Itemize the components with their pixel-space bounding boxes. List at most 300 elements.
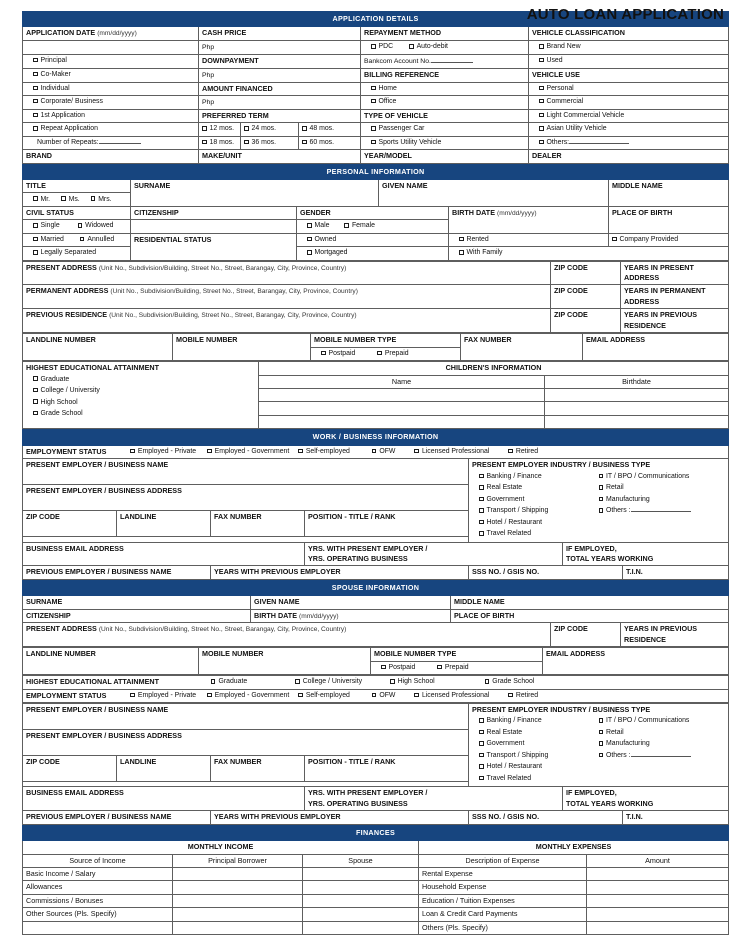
vehicle-type-suv[interactable]: Sports Utility Vehicle <box>361 136 529 149</box>
surname-cell[interactable] <box>131 179 379 206</box>
checkbox-icon[interactable] <box>130 693 135 698</box>
education-grade-school[interactable]: Grade School <box>26 409 255 419</box>
fax-number-cell[interactable] <box>461 334 583 361</box>
spouse-present-address-label: PRESENT ADDRESS <box>26 624 97 634</box>
checkbox-icon[interactable] <box>599 730 604 735</box>
spouse-mobile-type-postpaid[interactable]: Postpaid <box>374 663 415 673</box>
spouse-middle-name-cell[interactable] <box>451 596 729 609</box>
birth-date-label: BIRTH DATE <box>452 207 495 217</box>
industry-manufacturing[interactable]: Manufacturing <box>599 495 726 505</box>
citizenship-label: CITIZENSHIP <box>134 207 179 217</box>
spouse-years-previous-residence-cell[interactable] <box>621 623 729 647</box>
checkbox-icon[interactable] <box>33 72 38 77</box>
children-row-birthdate[interactable] <box>545 388 729 401</box>
checkbox-icon[interactable] <box>33 376 38 381</box>
industry-left-column <box>472 472 599 541</box>
billing-reference-office[interactable]: Office <box>361 95 529 109</box>
checkbox-icon[interactable] <box>539 86 544 91</box>
residential-status-mortgaged[interactable]: Mortgaged <box>297 247 449 260</box>
checkbox-icon[interactable] <box>371 86 376 91</box>
income-row-principal-value[interactable] <box>173 894 303 907</box>
application-date-input[interactable] <box>23 40 199 54</box>
checkbox-icon[interactable] <box>33 388 38 393</box>
checkbox-icon[interactable] <box>485 679 490 684</box>
checkbox-icon[interactable] <box>599 753 604 758</box>
years-present-address-cell[interactable] <box>621 261 729 285</box>
spouse-zip-code-cell[interactable] <box>551 623 621 647</box>
civil-status-annulled[interactable]: Annulled <box>66 235 114 245</box>
employment-employed-government[interactable]: Employed - Government <box>198 447 289 457</box>
term-36-mos[interactable]: 36 mos. <box>241 136 299 149</box>
spouse-mobile-number-cell[interactable] <box>199 648 371 675</box>
employment-retired[interactable]: Retired <box>491 447 538 457</box>
spouse-highest-educational-attainment-label: HIGHEST EDUCATIONAL ATTAINMENT <box>26 677 159 687</box>
spouse-work-zip-code-label: ZIP CODE <box>26 756 60 766</box>
checkbox-icon[interactable] <box>479 520 484 525</box>
vehicle-use-others-input[interactable] <box>569 138 629 144</box>
children-row-name[interactable] <box>259 388 545 401</box>
employment-licensed-professional[interactable]: Licensed Professional <box>397 447 489 457</box>
children-row-name[interactable] <box>259 415 545 428</box>
checkbox-icon[interactable] <box>459 237 464 242</box>
total-years-working-label: TOTAL YEARS WORKING <box>566 554 654 564</box>
checkbox-icon[interactable] <box>80 237 85 242</box>
applicant-type-corporate-business[interactable]: Corporate/ Business <box>23 95 199 109</box>
mobile-number-type-label: MOBILE NUMBER TYPE <box>314 335 397 345</box>
spouse-industry-transport-shipping[interactable]: Transport / Shipping <box>472 751 599 761</box>
mobile-number-cell[interactable] <box>173 334 311 361</box>
present-employer-address-cell[interactable] <box>23 485 469 511</box>
expense-row-amount-value[interactable] <box>587 908 729 921</box>
spouse-work-fax-number-cell[interactable] <box>211 755 305 781</box>
checkbox-icon[interactable] <box>244 140 249 145</box>
industry-hotel-restaurant[interactable]: Hotel / Restaurant <box>472 518 599 528</box>
spouse-education-high-school[interactable]: High School <box>364 677 435 687</box>
checkbox-icon[interactable] <box>414 693 419 698</box>
title-option-mr[interactable]: Mr. <box>26 195 50 205</box>
checkbox-icon[interactable] <box>479 753 484 758</box>
vehicle-type-passenger-car[interactable]: Passenger Car <box>361 123 529 136</box>
checkbox-icon[interactable] <box>599 508 604 513</box>
term-12-mos[interactable]: 12 mos. <box>199 123 241 136</box>
years-permanent-address-cell[interactable] <box>621 285 729 309</box>
checkbox-icon[interactable] <box>539 126 544 131</box>
spouse-information-table <box>22 580 729 647</box>
years-present-address-label: YEARS IN PRESENT ADDRESS <box>624 262 694 283</box>
checkbox-icon[interactable] <box>539 113 544 118</box>
checkbox-icon[interactable] <box>33 250 38 255</box>
years-previous-residence-cell[interactable] <box>621 309 729 333</box>
gender-male[interactable]: Male <box>300 221 329 231</box>
spouse-education-graduate[interactable]: Graduate <box>161 677 247 687</box>
checkbox-icon[interactable] <box>307 237 312 242</box>
checkbox-icon[interactable] <box>599 741 604 746</box>
checkbox-icon[interactable] <box>302 140 307 145</box>
present-address-cell[interactable] <box>23 261 551 285</box>
checkbox-icon[interactable] <box>244 126 249 131</box>
residential-status-label: RESIDENTIAL STATUS <box>134 234 212 244</box>
checkbox-icon[interactable] <box>479 474 484 479</box>
spouse-mobile-number-label: MOBILE NUMBER <box>202 649 264 659</box>
spouse-industry-others[interactable] <box>599 751 726 761</box>
checkbox-icon[interactable] <box>307 223 312 228</box>
spouse-email-address-label: EMAIL ADDRESS <box>546 649 606 659</box>
residential-status-company-provided[interactable]: Company Provided <box>609 233 729 246</box>
number-of-repeats-cell[interactable] <box>23 136 199 149</box>
education-graduate[interactable]: Graduate <box>26 375 255 385</box>
residential-status-with-family[interactable]: With Family <box>449 247 729 260</box>
place-of-birth-cell[interactable] <box>609 206 729 233</box>
spouse-landline-number-cell[interactable] <box>23 648 199 675</box>
spouse-yrs-with-present-employer-cell[interactable] <box>305 787 563 811</box>
spouse-employment-employed-private[interactable]: Employed - Private <box>108 691 196 701</box>
income-row-principal-value[interactable] <box>173 868 303 881</box>
years-permanent-address-label: YEARS IN PERMANENT ADDRESS <box>624 286 706 306</box>
downpayment-input[interactable] <box>199 68 361 82</box>
present-address-zip-cell[interactable] <box>551 261 621 285</box>
spouse-employment-employed-government[interactable]: Employed - Government <box>198 691 289 701</box>
checkbox-icon[interactable] <box>371 44 376 49</box>
industry-others[interactable] <box>599 506 726 516</box>
spouse-given-name-label: GIVEN NAME <box>254 597 300 607</box>
checkbox-icon[interactable] <box>479 497 484 502</box>
expense-row-amount-value[interactable] <box>587 881 729 894</box>
spouse-years-previous-employer-cell[interactable] <box>211 811 469 824</box>
spouse-years-previous-residence-label: YEARS IN PREVIOUS RESIDENCE <box>624 624 698 644</box>
checkbox-icon[interactable] <box>508 693 513 698</box>
civil-status-widowed[interactable]: Widowed <box>62 221 114 231</box>
applicant-type-repeat-application[interactable]: Repeat Application <box>23 123 199 136</box>
income-row-spouse-value[interactable] <box>303 894 419 907</box>
checkbox-icon[interactable] <box>479 531 484 536</box>
checkbox-icon[interactable] <box>33 126 38 131</box>
landline-number-cell[interactable] <box>23 334 173 361</box>
checkbox-icon[interactable] <box>599 485 604 490</box>
income-row-principal-value[interactable] <box>173 921 303 934</box>
business-email-address-cell[interactable] <box>23 542 305 566</box>
spouse-industry-it-bpo-communications[interactable]: IT / BPO / Communications <box>599 716 726 726</box>
place-of-birth-label: PLACE OF BIRTH <box>612 207 673 217</box>
previous-residence-cell[interactable] <box>23 309 551 333</box>
spouse-previous-employer-cell[interactable] <box>23 811 211 824</box>
spouse-industry-government[interactable]: Government <box>472 739 599 749</box>
year-model-cell[interactable] <box>361 150 529 163</box>
checkbox-icon[interactable] <box>33 411 38 416</box>
term-60-mos[interactable]: 60 mos. <box>299 136 361 149</box>
checkbox-icon[interactable] <box>78 223 83 228</box>
fax-number-label: FAX NUMBER <box>464 335 512 345</box>
make-unit-label: MAKE/UNIT <box>202 151 242 161</box>
employment-self-employed[interactable]: Self-employed <box>291 447 350 457</box>
yrs-with-present-employer-cell[interactable] <box>305 542 563 566</box>
gender-female[interactable]: Female <box>331 221 374 231</box>
spouse-industry-retail[interactable]: Retail <box>599 728 726 738</box>
income-row-spouse-value[interactable] <box>303 908 419 921</box>
years-previous-employer-cell[interactable] <box>211 566 469 579</box>
spouse-employment-licensed-professional[interactable]: Licensed Professional <box>397 691 489 701</box>
children-row-birthdate[interactable] <box>545 402 729 415</box>
spouse-industry-others-input[interactable] <box>631 751 691 757</box>
previous-residence-zip-cell[interactable] <box>551 309 621 333</box>
checkbox-icon[interactable] <box>307 250 312 255</box>
income-row-principal-value[interactable] <box>173 908 303 921</box>
cash-price-label: CASH PRICE <box>202 28 247 38</box>
permanent-address-zip-cell[interactable] <box>551 285 621 309</box>
industry-real-estate[interactable]: Real Estate <box>472 483 599 493</box>
civil-status-cell <box>23 206 131 219</box>
employment-ofw[interactable]: OFW <box>352 447 396 457</box>
residential-status-cell <box>131 233 297 260</box>
spouse-industry-real-estate[interactable]: Real Estate <box>472 728 599 738</box>
children-row-birthdate[interactable] <box>545 415 729 428</box>
civil-status-single[interactable]: Single <box>26 221 60 231</box>
spouse-employment-self-employed[interactable]: Self-employed <box>291 691 350 701</box>
spouse-work-landline-cell[interactable] <box>117 755 211 781</box>
checkbox-icon[interactable] <box>409 44 414 49</box>
checkbox-icon[interactable] <box>599 718 604 723</box>
industry-it-bpo-communications[interactable]: IT / BPO / Communications <box>599 472 726 482</box>
industry-banking-finance[interactable]: Banking / Finance <box>472 472 599 482</box>
title-label: TITLE <box>26 180 46 190</box>
checkbox-icon[interactable] <box>295 679 300 684</box>
checkbox-icon[interactable] <box>371 126 376 131</box>
checkbox-icon[interactable] <box>91 196 96 201</box>
checkbox-icon[interactable] <box>539 140 544 145</box>
amount-financed-input[interactable] <box>199 95 361 109</box>
children-row-name[interactable] <box>259 402 545 415</box>
spouse-citizenship-cell[interactable] <box>23 609 251 623</box>
employment-employed-private[interactable]: Employed - Private <box>108 447 196 457</box>
spouse-given-name-cell[interactable] <box>251 596 451 609</box>
checkbox-icon[interactable] <box>381 665 386 670</box>
checkbox-icon[interactable] <box>437 665 442 670</box>
vehicle-use-commercial[interactable]: Commercial <box>529 95 729 109</box>
checkbox-icon[interactable] <box>61 196 66 201</box>
spouse-birth-date-cell[interactable] <box>251 609 451 623</box>
vehicle-classification-brand-new[interactable] <box>529 40 729 54</box>
civil-status-married[interactable]: Married <box>26 235 64 245</box>
total-years-working-cell[interactable] <box>563 542 729 566</box>
spouse-place-of-birth-cell[interactable] <box>451 609 729 623</box>
spouse-industry-travel-related[interactable]: Travel Related <box>472 774 599 784</box>
spouse-industry-label: PRESENT EMPLOYER INDUSTRY / BUSINESS TYPE <box>472 704 651 714</box>
checkbox-icon[interactable] <box>33 86 38 91</box>
checkbox-icon[interactable] <box>479 741 484 746</box>
checkbox-icon[interactable] <box>33 58 38 63</box>
tin-cell[interactable] <box>623 566 729 579</box>
expense-row-label: Household Expense <box>419 881 587 894</box>
applicant-type-individual[interactable]: Individual <box>23 82 199 95</box>
work-zip-code-cell[interactable] <box>23 510 117 536</box>
residential-status-owned[interactable]: Owned <box>297 233 449 246</box>
spouse-total-years-working-cell[interactable] <box>563 787 729 811</box>
checkbox-icon[interactable] <box>479 776 484 781</box>
industry-retail[interactable]: Retail <box>599 483 726 493</box>
checkbox-icon[interactable] <box>372 693 377 698</box>
applicant-type-co-maker[interactable]: Co-Maker <box>23 68 199 82</box>
mobile-type-postpaid[interactable]: Postpaid <box>314 349 355 359</box>
industry-government[interactable]: Government <box>472 495 599 505</box>
spouse-education-grade-school[interactable]: Grade School <box>437 677 535 687</box>
checkbox-icon[interactable] <box>390 679 395 684</box>
spouse-present-address-cell[interactable] <box>23 623 551 647</box>
spouse-work-zip-code-cell[interactable] <box>23 755 117 781</box>
term-24-mos[interactable]: 24 mos. <box>241 123 299 136</box>
checkbox-icon[interactable] <box>508 449 513 454</box>
citizenship-input[interactable] <box>131 220 297 233</box>
checkbox-icon[interactable] <box>344 223 349 228</box>
permanent-address-cell[interactable] <box>23 285 551 309</box>
checkbox-icon[interactable] <box>539 58 544 63</box>
spouse-industry-banking-finance[interactable]: Banking / Finance <box>472 716 599 726</box>
vehicle-classification-used[interactable] <box>529 54 729 68</box>
education-high-school[interactable]: High School <box>26 398 255 408</box>
repayment-method-label: REPAYMENT METHOD <box>364 28 442 38</box>
checkbox-icon[interactable] <box>414 449 419 454</box>
expense-row-label: Rental Expense <box>419 868 587 881</box>
position-title-rank-cell[interactable] <box>305 510 469 536</box>
spouse-tin-cell[interactable] <box>623 811 729 824</box>
number-of-repeats-input[interactable] <box>99 138 141 144</box>
checkbox-icon[interactable] <box>33 223 38 228</box>
checkbox-icon[interactable] <box>479 508 484 513</box>
bankcom-account-input[interactable] <box>431 57 473 63</box>
citizenship-cell[interactable] <box>131 206 297 219</box>
work-fax-number-label: FAX NUMBER <box>214 511 262 521</box>
checkbox-icon[interactable] <box>371 140 376 145</box>
checkbox-icon[interactable] <box>33 99 38 104</box>
checkbox-icon[interactable] <box>479 485 484 490</box>
spouse-industry-hotel-restaurant[interactable]: Hotel / Restaurant <box>472 762 599 772</box>
spouse-surname-cell[interactable] <box>23 596 251 609</box>
checkbox-icon[interactable] <box>377 351 382 356</box>
permanent-address-label: PERMANENT ADDRESS <box>26 286 109 296</box>
checkbox-icon[interactable] <box>479 730 484 735</box>
checkbox-icon[interactable] <box>298 693 303 698</box>
industry-travel-related[interactable]: Travel Related <box>472 529 599 539</box>
vehicle-use-personal[interactable]: Personal <box>529 82 729 95</box>
mobile-type-prepaid[interactable]: Prepaid <box>357 349 408 359</box>
applicant-type-principal[interactable]: Principal <box>23 54 199 68</box>
work-fax-number-cell[interactable] <box>211 510 305 536</box>
work-landline-cell[interactable] <box>117 510 211 536</box>
term-18-mos[interactable]: 18 mos. <box>199 136 241 149</box>
checkbox-icon[interactable] <box>599 497 604 502</box>
vehicle-use-others[interactable] <box>529 136 729 149</box>
number-of-repeats-label: Number of Repeats: <box>37 138 99 146</box>
spouse-employment-retired[interactable]: Retired <box>491 691 538 701</box>
vehicle-use-asian-utility[interactable]: Asian Utility Vehicle <box>529 123 729 136</box>
spouse-industry-manufacturing[interactable]: Manufacturing <box>599 739 726 749</box>
checkbox-icon[interactable] <box>202 140 207 145</box>
checkbox-icon[interactable] <box>321 351 326 356</box>
income-column-spouse: Spouse <box>303 854 419 867</box>
make-unit-cell[interactable] <box>199 150 361 163</box>
dealer-cell[interactable] <box>529 150 729 163</box>
checkbox-icon[interactable] <box>211 679 216 684</box>
checkbox-icon[interactable] <box>207 449 212 454</box>
checkbox-icon[interactable] <box>33 113 38 118</box>
sss-gsis-cell[interactable] <box>469 566 623 579</box>
email-address-cell[interactable] <box>583 334 729 361</box>
spouse-sss-gsis-cell[interactable] <box>469 811 623 824</box>
checkbox-icon[interactable] <box>371 99 376 104</box>
income-row-principal-value[interactable] <box>173 881 303 894</box>
spouse-present-employer-name-cell[interactable] <box>23 703 469 729</box>
middle-name-cell[interactable] <box>609 179 729 206</box>
expense-row-amount-value[interactable] <box>587 921 729 934</box>
checkbox-option-auto-debit[interactable]: Auto-debit <box>395 42 448 52</box>
checkbox-icon[interactable] <box>302 126 307 131</box>
expense-row-amount-value[interactable] <box>587 868 729 881</box>
checkbox-icon[interactable] <box>202 126 207 131</box>
civil-status-legally-separated[interactable]: Legally Separated <box>26 248 96 258</box>
bankcom-account-cell[interactable] <box>361 54 529 68</box>
income-row-label[interactable] <box>23 921 173 934</box>
spouse-employment-ofw[interactable]: OFW <box>352 691 396 701</box>
spouse-mobile-type-prepaid[interactable]: Prepaid <box>417 663 468 673</box>
checkbox-icon[interactable] <box>33 237 38 242</box>
residential-status-rented[interactable]: Rented <box>449 233 609 246</box>
brand-cell[interactable] <box>23 150 199 163</box>
checkbox-icon[interactable] <box>298 449 303 454</box>
checkbox-icon[interactable] <box>539 44 544 49</box>
vehicle-use-light-commercial[interactable]: Light Commercial Vehicle <box>529 109 729 122</box>
checkbox-icon[interactable] <box>479 718 484 723</box>
checkbox-icon[interactable] <box>459 250 464 255</box>
present-employer-name-cell[interactable] <box>23 459 469 485</box>
checkbox-icon[interactable] <box>479 764 484 769</box>
spouse-work-fax-number-label: FAX NUMBER <box>214 756 262 766</box>
income-row-spouse-value[interactable] <box>303 881 419 894</box>
checkbox-icon[interactable] <box>207 693 212 698</box>
checkbox-icon[interactable] <box>33 399 38 404</box>
education-college-university[interactable]: College / University <box>26 386 255 396</box>
title-option-ms[interactable]: Ms. <box>52 195 80 205</box>
spouse-email-address-cell[interactable] <box>543 648 729 675</box>
expense-row-amount-value[interactable] <box>587 894 729 907</box>
title-option-mrs[interactable]: Mrs. <box>82 195 112 205</box>
application-date-cell[interactable] <box>23 27 199 41</box>
term-48-mos[interactable]: 48 mos. <box>299 123 361 136</box>
cash-price-input[interactable] <box>199 40 361 54</box>
industry-others-input[interactable] <box>631 506 691 512</box>
checkbox-icon[interactable] <box>372 449 377 454</box>
spouse-present-employer-address-cell[interactable] <box>23 729 469 755</box>
industry-transport-shipping[interactable]: Transport / Shipping <box>472 506 599 516</box>
spouse-employment-status-row <box>23 689 729 702</box>
repayment-method-cell <box>361 27 529 41</box>
spouse-education-college-university[interactable]: College / University <box>249 677 362 687</box>
income-row-spouse-value[interactable] <box>303 921 419 934</box>
checkbox-icon[interactable] <box>539 99 544 104</box>
checkbox-icon[interactable] <box>130 449 135 454</box>
checkbox-option-pdc[interactable]: PDC <box>364 42 393 52</box>
spouse-business-email-address-cell[interactable] <box>23 787 305 811</box>
checkbox-icon[interactable] <box>612 237 617 242</box>
given-name-cell[interactable] <box>379 179 609 206</box>
given-name-label: GIVEN NAME <box>382 180 428 190</box>
spouse-position-title-rank-cell[interactable] <box>305 755 469 781</box>
checkbox-icon[interactable] <box>33 196 38 201</box>
billing-reference-home[interactable]: Home <box>361 82 529 95</box>
previous-employer-cell[interactable] <box>23 566 211 579</box>
income-row-spouse-value[interactable] <box>303 868 419 881</box>
applicant-type-1st-application[interactable]: 1st Application <box>23 109 199 122</box>
checkbox-icon[interactable] <box>599 474 604 479</box>
birth-date-cell[interactable] <box>449 206 609 233</box>
spouse-sss-gsis-label: SSS NO. / GSIS NO. <box>472 812 540 822</box>
